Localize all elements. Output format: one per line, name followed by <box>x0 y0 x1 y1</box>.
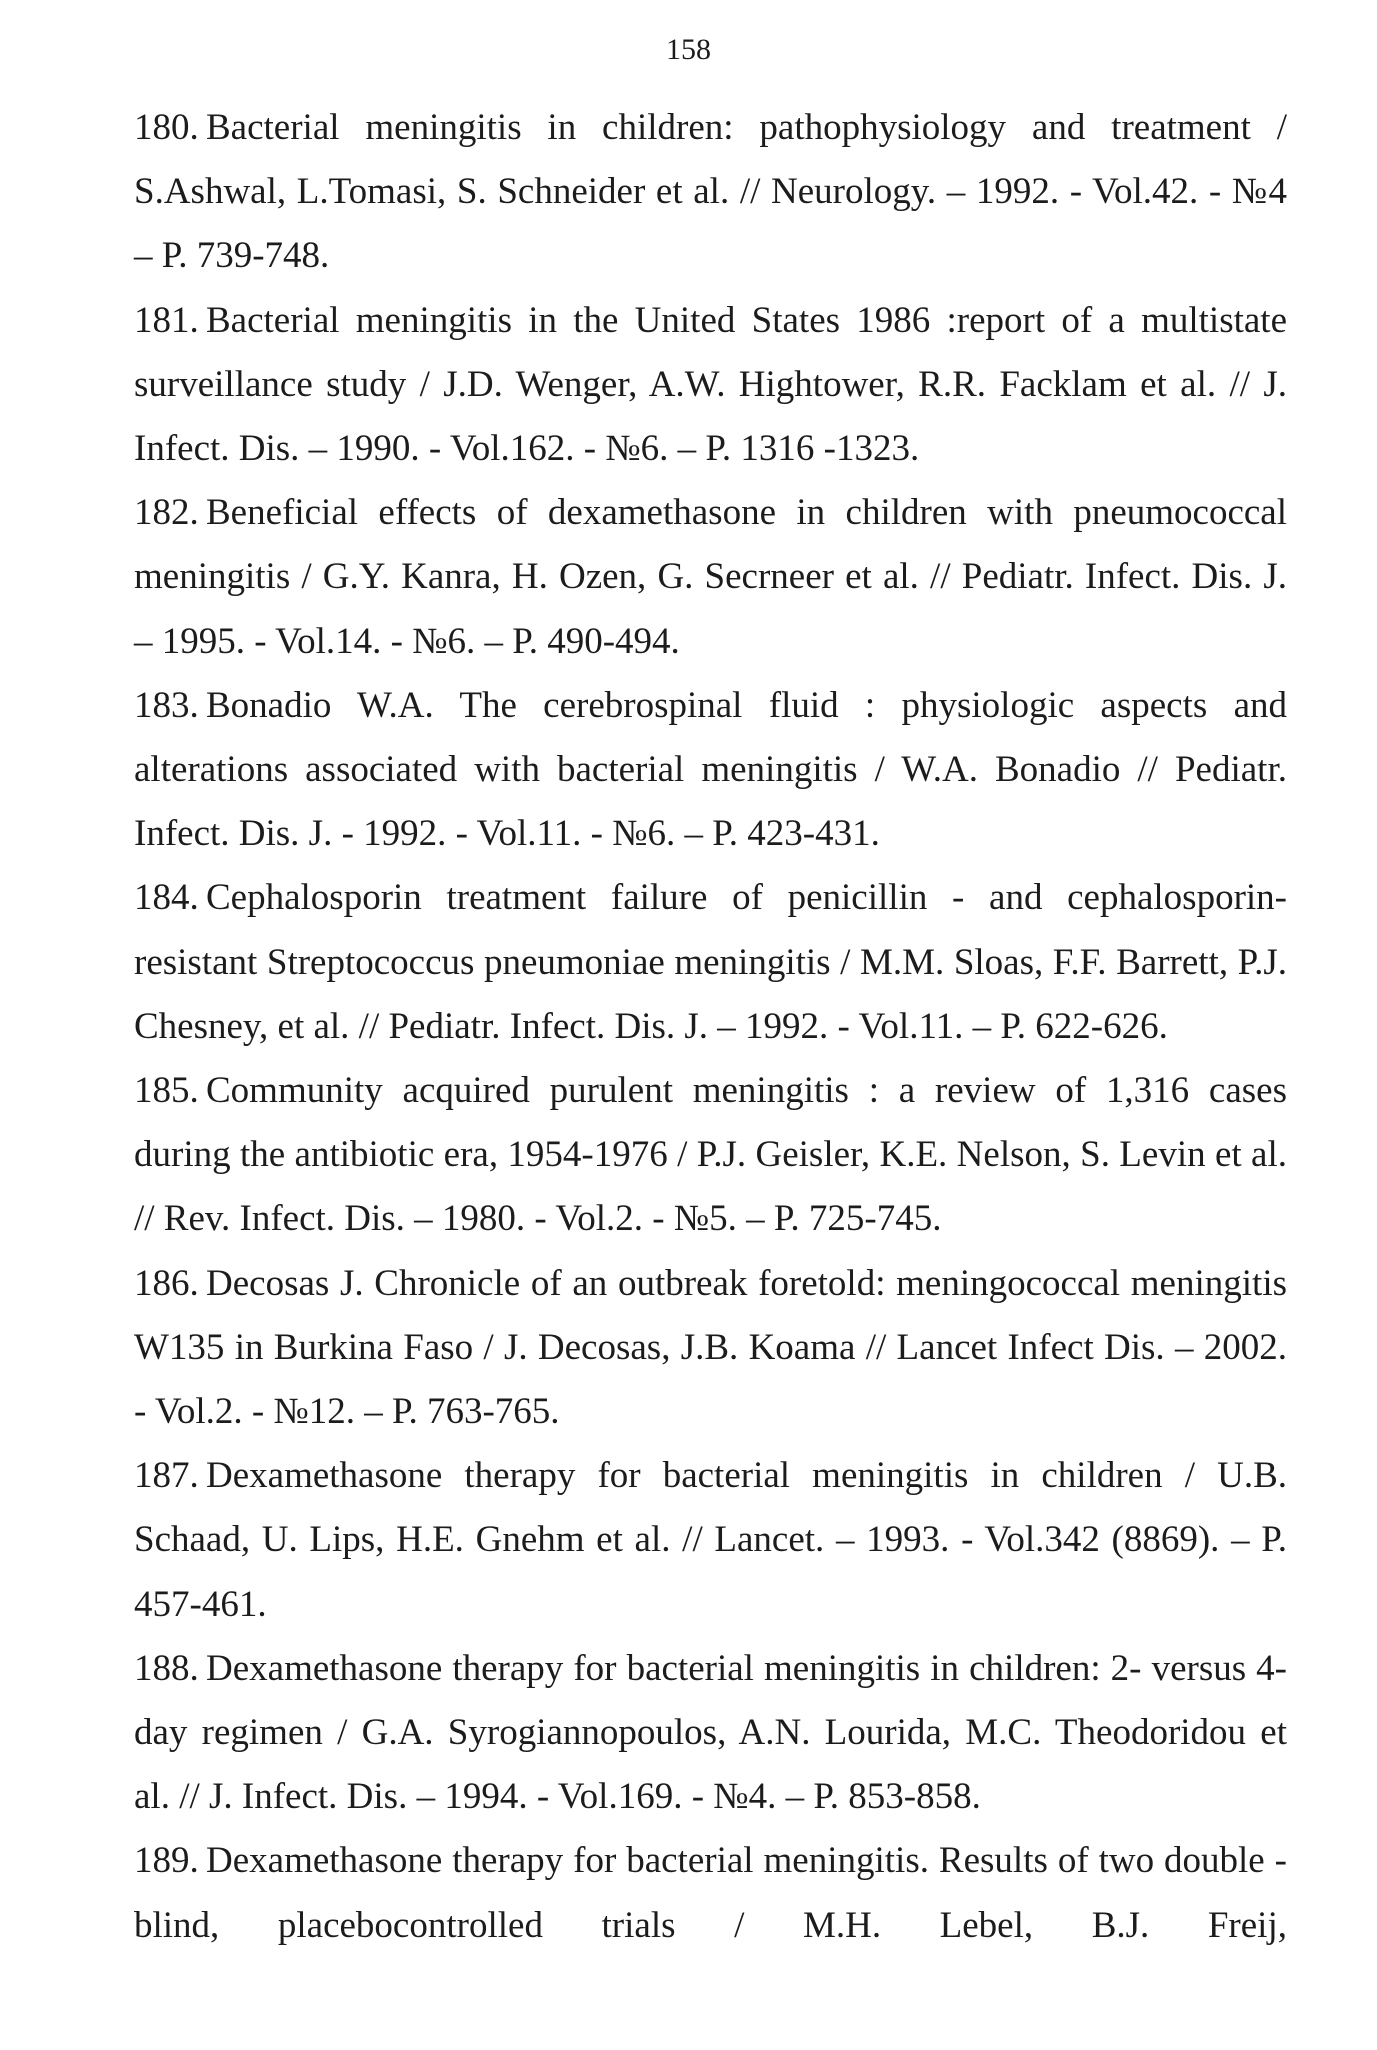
reference-entry <box>134 1252 1287 1445</box>
reference-text: Decosas J. Chronicle of an outbreak foretold: meningococcal meningitis W135 in Burkina Faso / J. Decosas, J.B. Koama // Lancet Infect Dis. – 2002. - Vol.2. - №12. – P. 763-765. <box>134 1262 1287 1433</box>
reference-entry <box>134 481 1287 674</box>
reference-text: Dexamethasone therapy for bacterial meningitis. Results of two double - blind, placebocontrolled trials / M.H. Lebel, B.J. Freij, <box>134 1840 1287 1946</box>
reference-number: 187. <box>134 1455 199 1497</box>
reference-entry <box>134 1637 1287 1830</box>
reference-number: 184. <box>134 877 199 919</box>
reference-text: Bacterial meningitis in the United States 1986 :report of a multistate surveillance study / J.D. Wenger, A.W. Hightower, R.R. Facklam et al. // J. Infect. Dis. – 1990. - Vol.162. - №6. – P. 1316 -1323. <box>134 299 1287 470</box>
reference-number: 185. <box>134 1070 199 1112</box>
reference-text: Bonadio W.A. The cerebrospinal fluid : physiologic aspects and alterations associated with bacterial meningitis / W.A. Bonadio // Pediatr. Infect. Dis. J. - 1992. - Vol.11. - №6. – P. 423-431. <box>134 684 1287 855</box>
reference-entry <box>134 866 1287 1059</box>
reference-text: Dexamethasone therapy for bacterial meningitis in children / U.B. Schaad, U. Lips, H.E. Gnehm et al. // Lancet. – 1993. - Vol.342 (8869). – P. 457-461. <box>134 1455 1287 1625</box>
reference-entry <box>134 1444 1287 1637</box>
reference-number: 188. <box>134 1647 199 1689</box>
reference-text: Dexamethasone therapy for bacterial meningitis in children: 2- versus 4-day regimen / G.A. Syrogiannopoulos, A.N. Lourida, M.C. Theodoridou et al. // J. Infect. Dis. – 1994. - Vol.169. - №4. – P. 853-858. <box>134 1647 1287 1818</box>
reference-entry <box>134 96 1287 289</box>
reference-text: Bacterial meningitis in children: pathophysiology and treatment / S.Ashwal, L.Tomasi, S. Schneider et al. // Neurology. – 1992. - Vol.42. - №4 – P. 739-748. <box>134 107 1287 277</box>
reference-list <box>134 96 1287 1958</box>
reference-entry <box>134 674 1287 867</box>
reference-entry <box>134 1829 1287 1957</box>
reference-number: 182. <box>134 492 199 534</box>
reference-text: Community acquired purulent meningitis : a review of 1,316 cases during the antibiotic era, 1954-1976 / P.J. Geisler, K.E. Nelson, S. Levin et al. // Rev. Infect. Dis. – 1980. - Vol.2. - №5. – P. 725-745. <box>134 1070 1287 1240</box>
reference-number: 189. <box>134 1840 199 1882</box>
reference-text: Beneficial effects of dexamethasone in children with pneumococcal meningitis / G.Y. Kanra, H. Ozen, G. Secrneer et al. // Pediatr. Infect. Dis. J. – 1995. - Vol.14. - №6. – P. 490-494. <box>134 492 1287 662</box>
reference-entry <box>134 1059 1287 1252</box>
reference-number: 186. <box>134 1262 199 1304</box>
reference-text: Cephalosporin treatment failure of penicillin - and cephalosporin-resistant Streptococcus pneumoniae meningitis / M.M. Sloas, F.F. Barrett, P.J. Chesney, et al. // Pediatr. Infect. Dis. J. – 1992. - Vol.11. – P. 622-626. <box>134 877 1287 1047</box>
reference-number: 183. <box>134 684 199 726</box>
reference-number: 181. <box>134 299 199 341</box>
reference-entry <box>134 289 1287 482</box>
reference-number: 180. <box>134 107 199 148</box>
page-number: 158 <box>666 33 711 66</box>
